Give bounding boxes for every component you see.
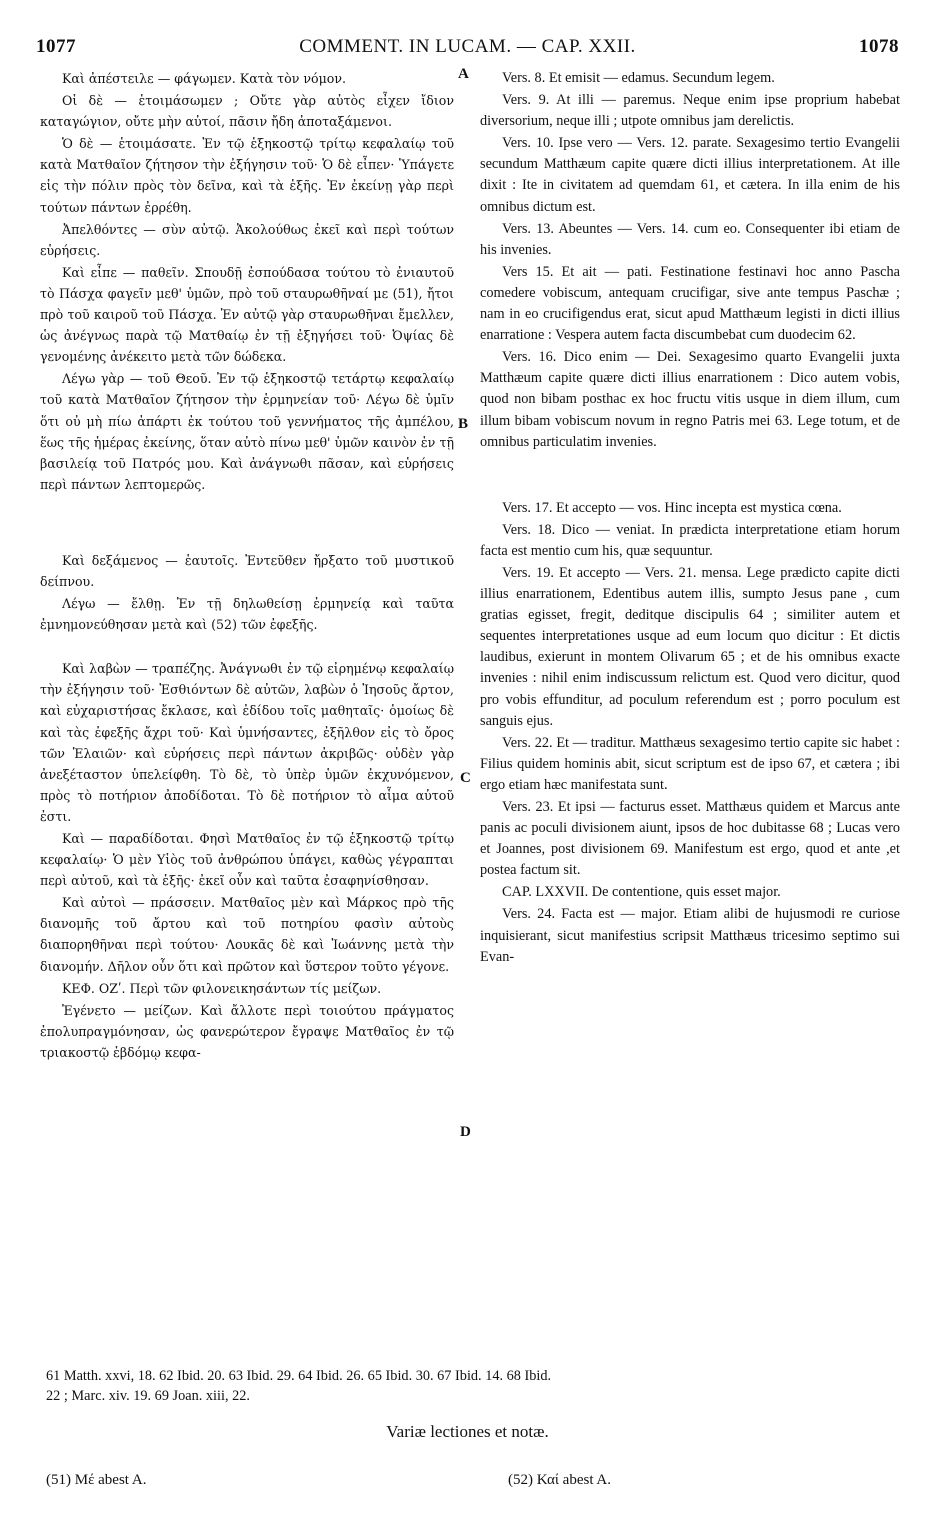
latin-paragraph: Vers. 24. Facta est — major. Etiam alibi de hujusmodi re curiose inquisierant, sicut manifestius scripsit Matthæus tricesimo septimo sui Evan-: [480, 906, 900, 965]
latin-column: [480, 68, 900, 969]
latin-paragraph: Vers. 13. Abeuntes — Vers. 14. cum eo. Consequenter ibi etiam de his invenies.: [480, 220, 900, 258]
latin-paragraph: Vers. 22. Et — traditur. Matthæus sexagesimo tertio capite sic habet : Filius quidem hominis abit, sicut scriptum est de ipso 67, et cætera ; ibi ergo etiam hæc manifestata sunt.: [480, 734, 900, 793]
greek-paragraph: Καὶ — παραδίδοται. Φησὶ Ματθαῖος ἐν τῷ ἑξηκοστῷ τρίτῳ κεφαλαίῳ· Ὁ μὲν Υἱὸς τοῦ ἀνθρώπου ὑπάγει, καθὼς γέγραπται περὶ αὐτοῦ, καὶ τὰ ἑξῆς· ἐκεῖ οὖν καὶ ταῦτα ἐσαφηνίσθησαν.: [40, 831, 454, 889]
page-number-right: 1078: [859, 36, 899, 57]
section-marker-c: C: [460, 770, 471, 786]
greek-paragraph: Καὶ αὐτοὶ — πράσσειν. Ματθαῖος μὲν καὶ Μάρκος πρὸ τῆς διανομῆς τοῦ ἄρτου καὶ τοῦ ποτηρίου φασὶν αὐτοὺς διαπορηθῆναι περὶ τούτου· Λουκᾶς δὲ καὶ Ἰωάννης μετὰ τὴν διανομήν. Δῆλον οὖν ὅτι καὶ πρῶτον καὶ ὕστερον τοῦτο γέγονε.: [40, 895, 454, 974]
greek-paragraph: Καὶ δεξάμενος — ἑαυτοῖς. Ἐντεῦθεν ἤρξατο τοῦ μυστικοῦ δείπνου.: [40, 552, 454, 589]
variant-note-52: (52) Καί abest A.: [508, 1472, 611, 1488]
footnotes: [46, 1366, 906, 1406]
greek-paragraph: Καὶ ἀπέστειλε — φάγωμεν. Κατὰ τὸν νόμον.: [62, 71, 347, 86]
section-marker-d: D: [460, 1124, 471, 1140]
latin-paragraph: Vers. 16. Dico enim — Dei. Sexagesimo quarto Evangelii juxta Matthæum capite quære dicti illius enarrationem : Dico autem vobis, quod non bibam posthac ex hoc fructu vitis usque in diem illum, cum illum bibam vobiscum novum in regno Patris mei 63. Lege totum, et de omnibus particulatim invenies.: [480, 349, 900, 450]
greek-column: [40, 68, 454, 1064]
latin-paragraph: Vers. 19. Et accepto — Vers. 21. mensa. Lege prædicto capite dicti illius enarrationem, Edentibus autem illis, sumpto Jesus pane , cum gratias egisset, fregit, deditque discipulis 64 ; similiter autem et sequentes interpretationes usque ad eum locum quo dicitur : Et dictis laudibus, exierunt in montem Olivarum 65 ; et de his omnibus exacte invenies : nihil enim indiscussum relictum est. Quod vero dicitur, quod pro vobis effunditur, ad poculum referendum est ; porro poculum est sanguis ejus.: [480, 564, 900, 729]
latin-paragraph: Vers. 8. Et emisit — edamus. Secundum legem.: [502, 70, 775, 86]
footnote-line: 22 ; Marc. xiv. 19. 69 Joan. xiii, 22.: [46, 1388, 250, 1404]
chapter-heading-greek: ΚΕΦ. ΟΖʹ. Περὶ τῶν φιλονεικησάντων τίς μείζων.: [62, 980, 382, 996]
section-marker-a: A: [458, 66, 469, 82]
variant-note-51: (51) Μέ abest A.: [46, 1472, 147, 1488]
latin-paragraph: Vers. 23. Et ipsi — facturus esset. Matthæus quidem et Marcus ante panis ac poculi divisionem aiunt, ipsos de hoc dubitasse 68 ; Lucas vero et Joannes, post divisionem 69. Manifestum est ergo, quod et ante ,et postea factum sit.: [480, 799, 900, 879]
page-header: [36, 36, 899, 62]
latin-paragraph: Vers. 17. Et accepto — vos. Hinc incepta est mystica cœna.: [502, 499, 842, 516]
latin-paragraph: Vers. 10. Ipse vero — Vers. 12. parate. Sexagesimo tertio Evangelii secundum Matthæum capite quære dicti illius interpretationem. At ille dixit : Ite in civitatem ad quemdam 61, et cætera. In illa enim de his omnibus dictum est.: [480, 135, 900, 215]
chapter-heading-latin: CAP. LXXVII. De contentione, quis esset major.: [502, 884, 781, 901]
greek-paragraph: Λέγω — ἔλθῃ. Ἐν τῇ δηλωθείσῃ ἑρμηνείᾳ καὶ ταῦτα ἐμνημονεύθησαν μετὰ καὶ (52) τῶν ἐφεξῆς.: [40, 596, 454, 633]
variae-lectiones-title: Variæ lectiones et notæ.: [386, 1422, 549, 1441]
greek-paragraph: Καὶ λαβὼν — τραπέζης. Ἀνάγνωθι ἐν τῷ εἰρημένῳ κεφαλαίῳ τὴν ἐξήγησιν τοῦ· Ἐσθιόντων δὲ αὐτῶν, λαβὼν ὁ Ἰησοῦς ἄρτον, καὶ εὐχαριστήσας ἔκλασε, καὶ ἐδίδου τοῖς μαθηταῖς· ὁμοίως δὲ καὶ τὰς ἐφεξῆς ἄχρι τοῦ· Καὶ ὑμνήσαντες, ἐξῆλθον εἰς τὸ ὄρος τῶν Ἐλαιῶν· καὶ εὑρήσεις περὶ πάντων ἀκριβῶς· οὐδὲν γὰρ ἀνεξέταστον ὑπελείφθη. Τὸ δὲ, τὸ ὑπὲρ ὑμῶν ἐκχυνόμενον, πρὸς τὸ ποτήριον ἀποδίδοται. Τὸ δὲ ποτήριον τὸ αἷμα αὐτοῦ ἐστι.: [40, 661, 454, 824]
latin-paragraph: Vers. 18. Dico — veniat. In prædicta interpretatione etiam horum facta est mentio cum his, quæ sequuntur.: [480, 521, 900, 559]
greek-paragraph: Οἱ δὲ — ἑτοιμάσωμεν ; Οὔτε γὰρ αὐτὸς εἶχεν ἴδιον καταγώγιον, οὔτε μὴν αὐτοί, πᾶσιν ἤδη ἀποταξάμενοι.: [40, 93, 454, 130]
section-marker-b: B: [458, 416, 469, 432]
greek-paragraph: Ἀπελθόντες — σὺν αὐτῷ. Ἀκολούθως ἐκεῖ καὶ περὶ τούτων εὑρήσεις.: [40, 221, 454, 258]
latin-paragraph: Vers. 9. At illi — paremus. Neque enim ipse proprium habebat diversorium, neque illi ; utpote omnibus jam derelictis.: [480, 92, 900, 130]
latin-paragraph: Vers 15. Et ait — pati. Festinatione festinavi hoc anno Pascha comedere vobiscum, antequam crucifigar, sive ante tempus Paschæ ; nam in eo crucifigendus erat, sicut apud Matthæum legisti in dicti illius enarratione : Vespera autem facta discumbebat cum duodecim 62.: [480, 263, 900, 344]
running-title: COMMENT. IN LUCAM. — CAP. XXII.: [299, 36, 636, 57]
greek-paragraph: Καὶ εἶπε — παθεῖν. Σπουδῇ ἐσπούδασα τούτου τὸ ἐνιαυτοῦ τὸ Πάσχα φαγεῖν μεθ' ὑμῶν, πρὸ τοῦ σταυρωθῆναί με (51), ἤτοι πρὸ τοῦ καιροῦ τοῦ Πάσχα. Ἐν αὐτῷ γὰρ σταυρωθῆναι ἔμελλεν, ὡς ἀνέγνως παρὰ τῷ Ματθαίῳ ἐν τῇ ἐξηγήσει τοῦ· Ὀψίας δὲ γενομένης ἀνέκειτο μετὰ τῶν δώδεκα.: [40, 264, 454, 365]
footnote-line: 61 Matth. xxvi, 18. 62 Ibid. 20. 63 Ibid. 29. 64 Ibid. 26. 65 Ibid. 30. 67 Ibid. 14. 68 Ibid.: [46, 1368, 552, 1384]
greek-paragraph: Ὁ δὲ — ἑτοιμάσατε. Ἐν τῷ ἑξηκοστῷ τρίτῳ κεφαλαίῳ τοῦ κατὰ Ματθαῖον ζήτησον τὴν ἐξήγησιν τοῦ· Ὁ δὲ εἶπεν· Ὑπάγετε εἰς τὴν πόλιν πρὸς τὸν δεῖνα, καὶ τὰ ἑξῆς. Ἐν ἐκείνῃ γὰρ περὶ τούτων πάντων ἐρρέθη.: [40, 136, 454, 215]
greek-paragraph: Λέγω γὰρ — τοῦ Θεοῦ. Ἐν τῷ ἑξηκοστῷ τετάρτῳ κεφαλαίῳ τοῦ κατὰ Ματθαῖον ζήτησον τὴν ἑρμηνείαν τοῦ· Λέγω δὲ ὑμῖν ὅτι οὐ μὴ πίω ἀπάρτι ἐκ τούτου τοῦ γεννήματος τῆς ἀμπέλου, ἕως τῆς ἡμέρας ἐκείνης, ὅταν αὐτὸ πίνω μεθ' ὑμῶν καινὸν ἐν τῇ βασιλείᾳ τοῦ Πατρός μου. Καὶ ἀνάγνωθι πᾶσαν, καὶ εὑρήσεις περὶ πάντων λεπτομερῶς.: [40, 371, 454, 492]
page-number-left: 1077: [36, 36, 76, 57]
greek-paragraph: Ἐγένετο — μείζων. Καὶ ἄλλοτε περὶ τοιούτου πράγματος ἐπολυπραγμόνησαν, ὡς φανερώτερον ἔγραψε Ματθαῖος ἐν τῷ τριακοστῷ ἑβδόμῳ κεφα-: [40, 1002, 454, 1060]
